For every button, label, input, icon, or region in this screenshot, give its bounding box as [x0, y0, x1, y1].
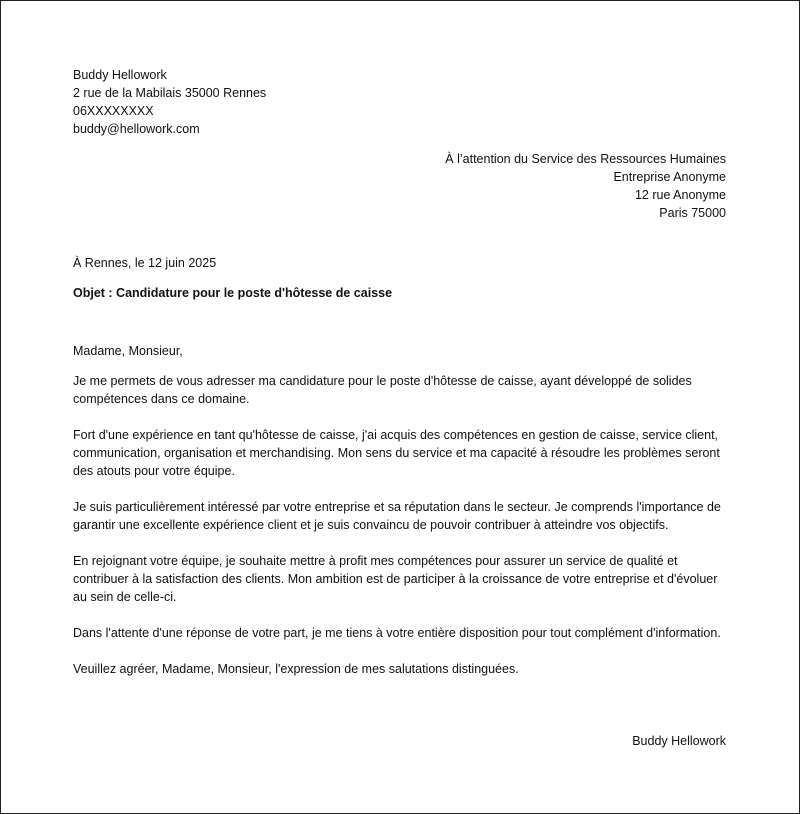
sender-address: 2 rue de la Mabilais 35000 Rennes [73, 86, 267, 100]
recipient-city: Paris 75000 [659, 206, 726, 220]
recipient-street: 12 rue Anonyme [634, 188, 726, 202]
date-line: À Rennes, le 12 juin 2025 [73, 256, 217, 270]
sender-block [73, 66, 266, 138]
body-paragraph: Je me permets de vous adresser ma candidature pour le poste d'hôtesse de caisse, ayant développé de solides compétences dans ce domaine. [73, 374, 692, 406]
sender-name: Buddy Hellowork [73, 68, 167, 82]
sender-phone: 06XXXXXXXX [73, 104, 154, 118]
subject-line: Objet : Candidature pour le poste d'hôtesse de caisse [73, 286, 393, 300]
recipient-attention: À l’attention du Service des Ressources Humaines [445, 152, 726, 166]
recipient-company: Entreprise Anonyme [613, 170, 726, 184]
body-paragraph: Fort d'une expérience en tant qu'hôtesse de caisse, j'ai acquis des compétences en gestion de caisse, service client, communication, organisation et merchandising. Mon sens du service et ma capacité à résoudre les problèmes seront des atouts pour votre équipe. [73, 428, 720, 478]
body-paragraph: Je suis particulièrement intéressé par votre entreprise et sa réputation dans le secteur. Je comprends l'importance de garantir une excellente expérience client et je suis convaincu de pouvoir contribuer à atteindre vos objectifs. [73, 500, 721, 532]
salutation: Madame, Monsieur, [73, 344, 183, 358]
body-paragraph: Dans l'attente d'une réponse de votre part, je me tiens à votre entière disposition pour tout complément d'information. [73, 626, 721, 640]
recipient-block [445, 150, 726, 222]
sender-email: buddy@hellowork.com [73, 122, 200, 136]
body-paragraph: En rejoignant votre équipe, je souhaite mettre à profit mes compétences pour assurer un service de qualité et contribuer à la satisfaction des clients. Mon ambition est de participer à la croissance de votre entreprise et d'évoluer au sein de celle-ci. [73, 554, 718, 604]
signature: Buddy Hellowork [632, 734, 726, 748]
letter-body [73, 342, 728, 696]
closing-paragraph: Veuillez agréer, Madame, Monsieur, l'expression de mes salutations distinguées. [73, 662, 519, 676]
